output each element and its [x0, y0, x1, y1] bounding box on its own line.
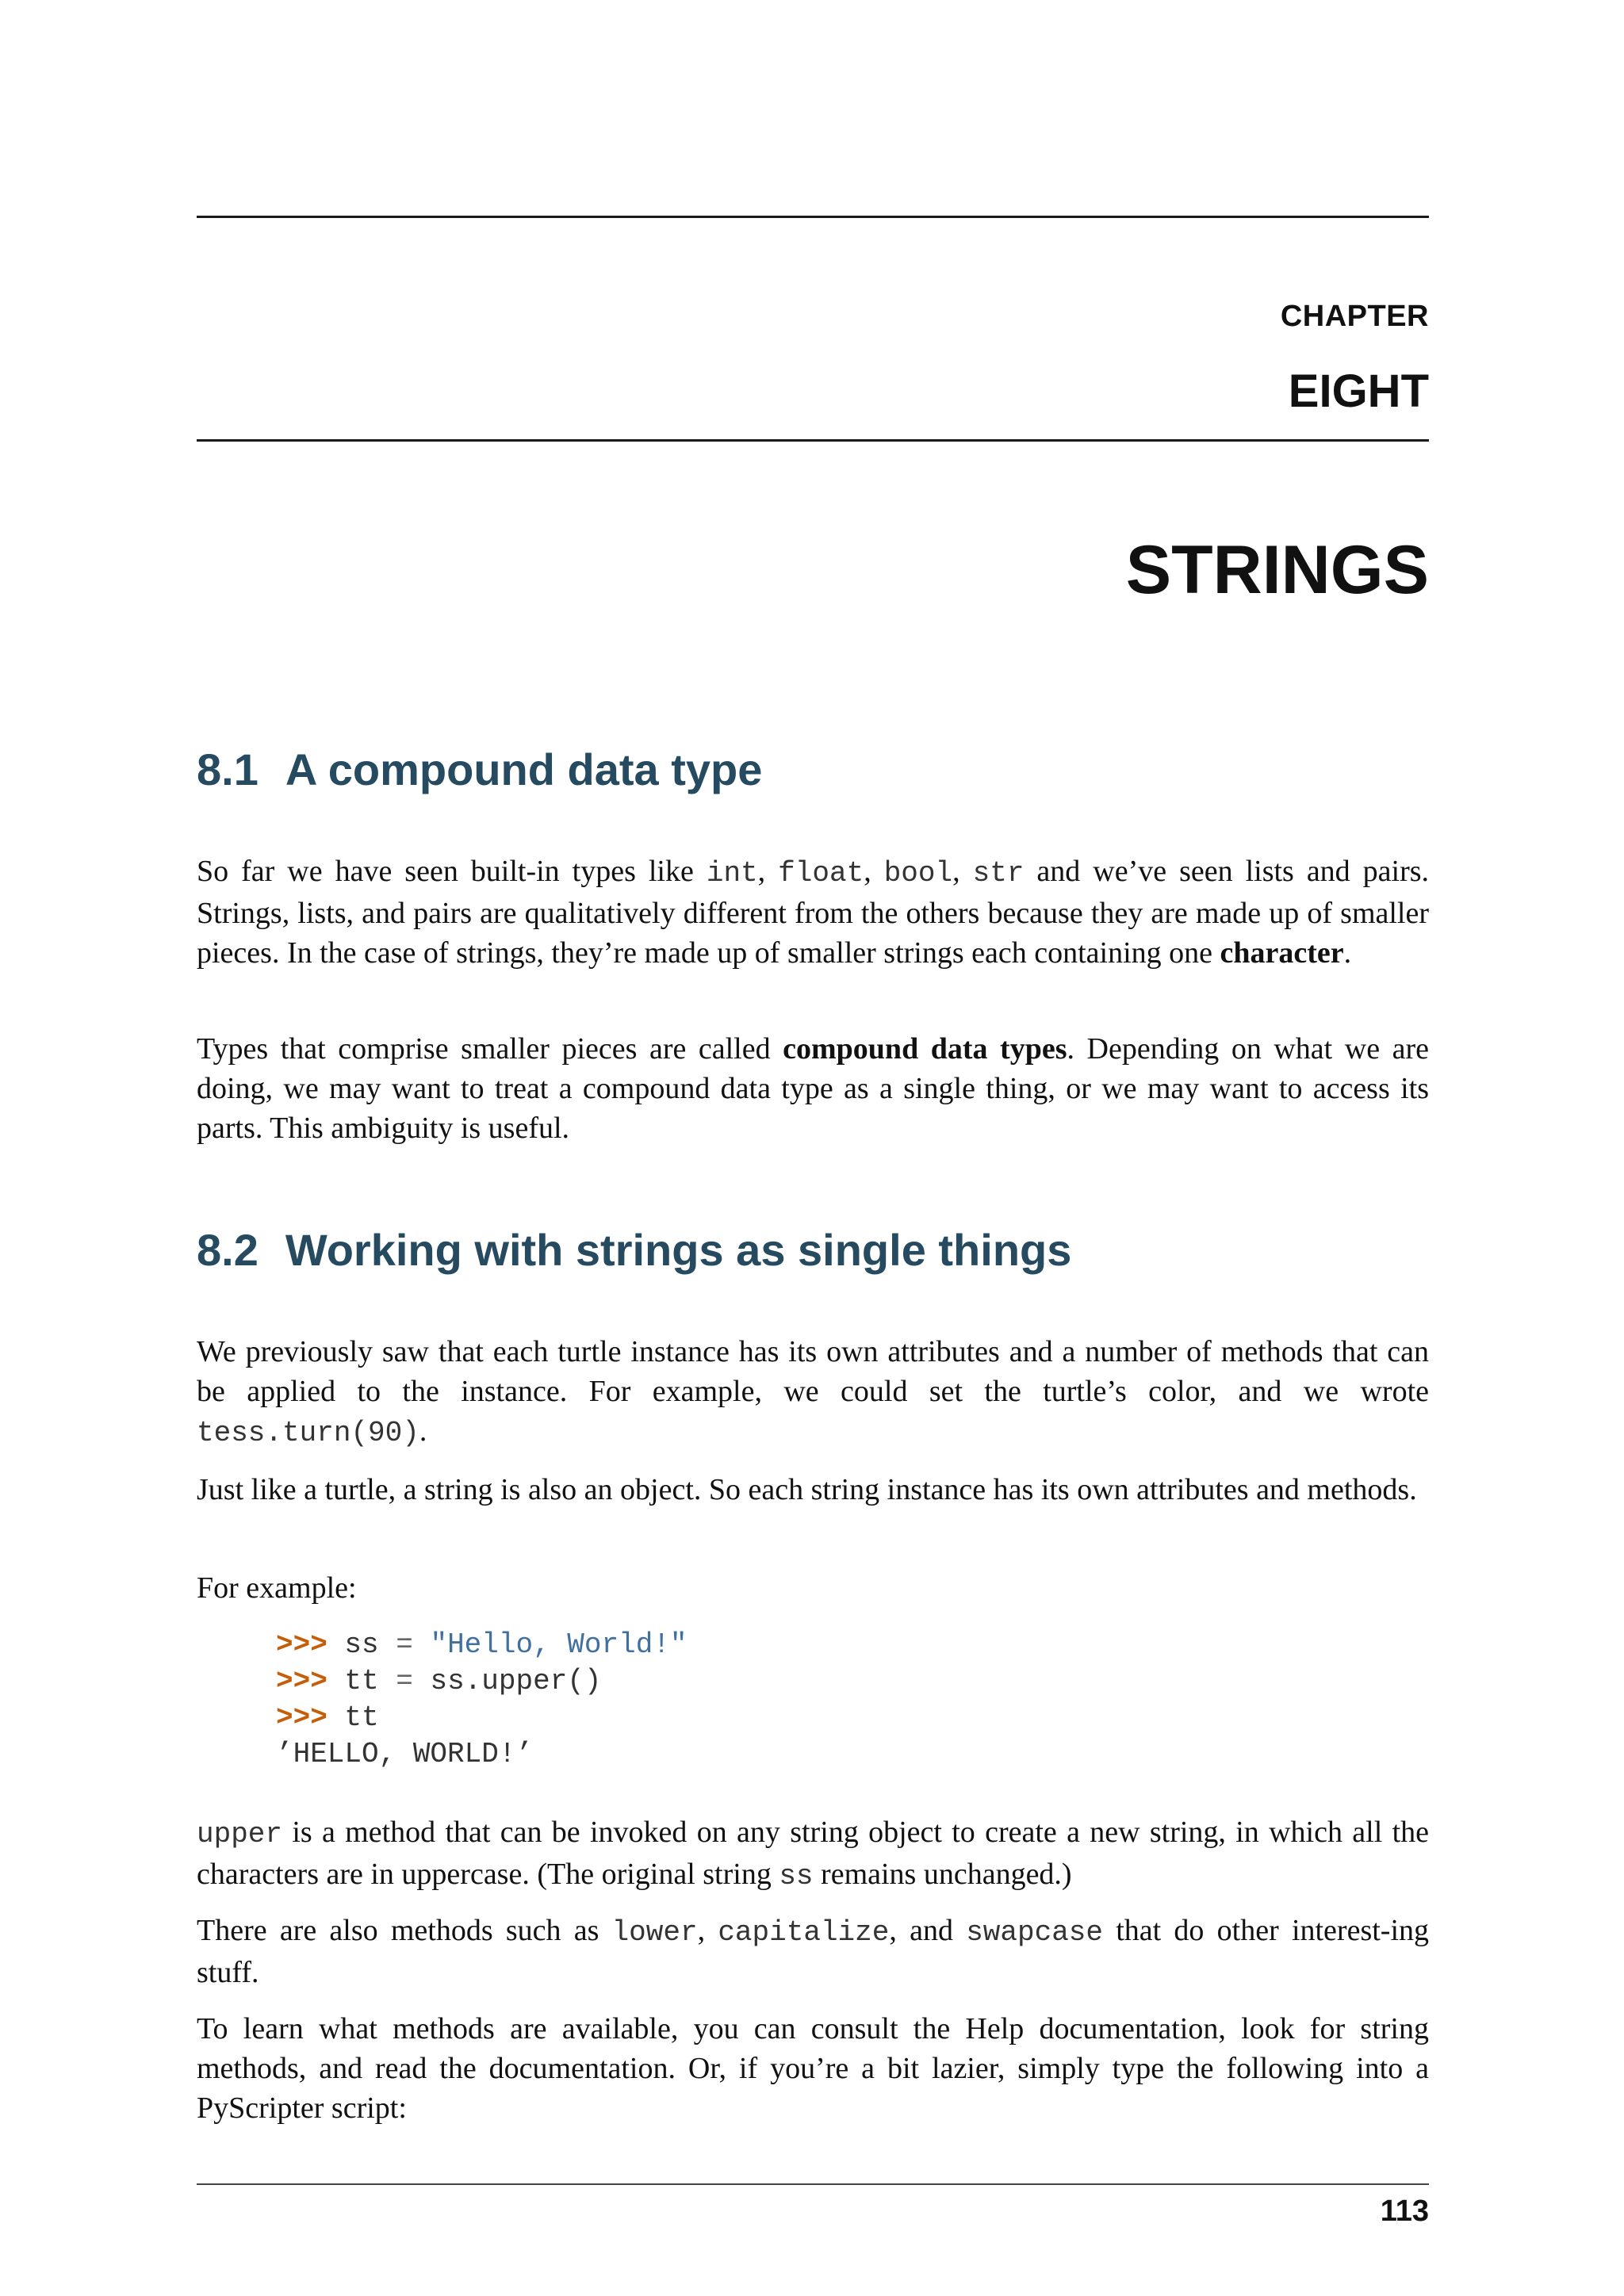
text-run: , — [757, 855, 779, 888]
section-heading-8-2 — [197, 1224, 1071, 1276]
chapter-top-rule — [197, 216, 1429, 218]
paragraph — [197, 1812, 1429, 1896]
inline-code: str — [972, 857, 1025, 890]
inline-code: swapcase — [966, 1916, 1104, 1949]
code-string: "Hello, World!" — [430, 1628, 688, 1661]
document-page — [197, 0, 1429, 2296]
paragraph — [197, 1911, 1429, 1992]
inline-code: float — [778, 857, 864, 890]
code-prompt: >>> — [276, 1701, 327, 1734]
code-output: ’HELLO, WORLD!’ — [276, 1738, 534, 1770]
page-number: 113 — [1380, 2195, 1429, 2228]
code-token: tt — [344, 1701, 379, 1734]
inline-code: int — [706, 857, 758, 890]
code-line — [276, 1700, 1429, 1736]
section-title: Working with strings as single things — [285, 1225, 1072, 1275]
inline-code: capitalize — [718, 1916, 890, 1949]
chapter-bottom-rule — [197, 439, 1429, 442]
bold-term: compound data types — [783, 1032, 1067, 1066]
code-prompt: >>> — [276, 1628, 327, 1661]
section-number: 8.2 — [197, 1225, 259, 1275]
text-run: , — [864, 855, 884, 888]
section-title: A compound data type — [285, 744, 763, 794]
chapter-number: EIGHT — [1288, 365, 1429, 417]
section-number: 8.1 — [197, 744, 259, 794]
text-run: is a method that can be invoked on any string object to create a new string, in which all the characters are in uppercase. (The original string — [197, 1816, 1429, 1891]
code-token: tt — [344, 1665, 379, 1697]
footer-rule — [197, 2183, 1429, 2185]
text-run: , and — [889, 1914, 967, 1947]
paragraph: To learn what methods are available, you can consult the Help documentation, look for string methods, and read the documentation. Or, if you’re a bit lazier, simply type the following into a PyScripter script: — [197, 2012, 1429, 2125]
text-run: . Depending on what we are doing, we may want to treat a compound data type as a single thing, or we may want to access its parts. This ambiguity is useful. — [197, 1032, 1429, 1145]
text-run: . — [1343, 936, 1352, 970]
chapter-label: CHAPTER — [1280, 300, 1429, 333]
text-run: So far we have seen built-in types like — [197, 855, 707, 888]
code-token: = — [396, 1665, 413, 1697]
code-line — [276, 1663, 1429, 1700]
paragraph: For example: — [197, 1571, 357, 1605]
chapter-title: STRINGS — [1125, 532, 1429, 608]
paragraph — [197, 1332, 1429, 1453]
section-heading-8-1 — [197, 744, 762, 795]
code-token: = — [396, 1628, 413, 1661]
text-run: , — [697, 1914, 718, 1947]
paragraph: Just like a turtle, a string is also an object. So each string instance has its own attributes and methods. — [197, 1473, 1417, 1506]
text-run: . — [419, 1414, 427, 1448]
inline-code: ss — [779, 1860, 814, 1892]
inline-code: bool — [883, 857, 953, 890]
paragraph — [197, 851, 1429, 973]
text-run: remains unchanged.) — [813, 1858, 1072, 1891]
code-token: ss.upper() — [430, 1665, 602, 1697]
text-run: We previously saw that each turtle instance has its own attributes and a number of methods that can be applied to the instance. For example, we could set the turtle’s color, and we wrote — [197, 1335, 1429, 1408]
code-token: ss — [344, 1628, 379, 1661]
inline-code: upper — [197, 1818, 283, 1850]
code-prompt: >>> — [276, 1665, 327, 1697]
bold-term: character — [1220, 936, 1344, 970]
text-run: , — [952, 855, 973, 888]
text-run: Types that comprise smaller pieces are called — [197, 1032, 783, 1066]
inline-code: lower — [611, 1916, 698, 1949]
paragraph — [197, 1029, 1429, 1148]
inline-code: tess.turn(90) — [197, 1417, 419, 1449]
code-example — [276, 1627, 1429, 1773]
code-line — [276, 1627, 1429, 1663]
text-run: that do other interest-ing stuff. — [197, 1914, 1430, 1989]
text-run: and we’ve seen lists and pairs. Strings, lists, and pairs are qualitatively different from the others because they are made up of smaller pieces. In the case of strings, they’re made up of smaller strings each containing one — [197, 855, 1430, 970]
text-run: There are also methods such as — [197, 1914, 612, 1947]
